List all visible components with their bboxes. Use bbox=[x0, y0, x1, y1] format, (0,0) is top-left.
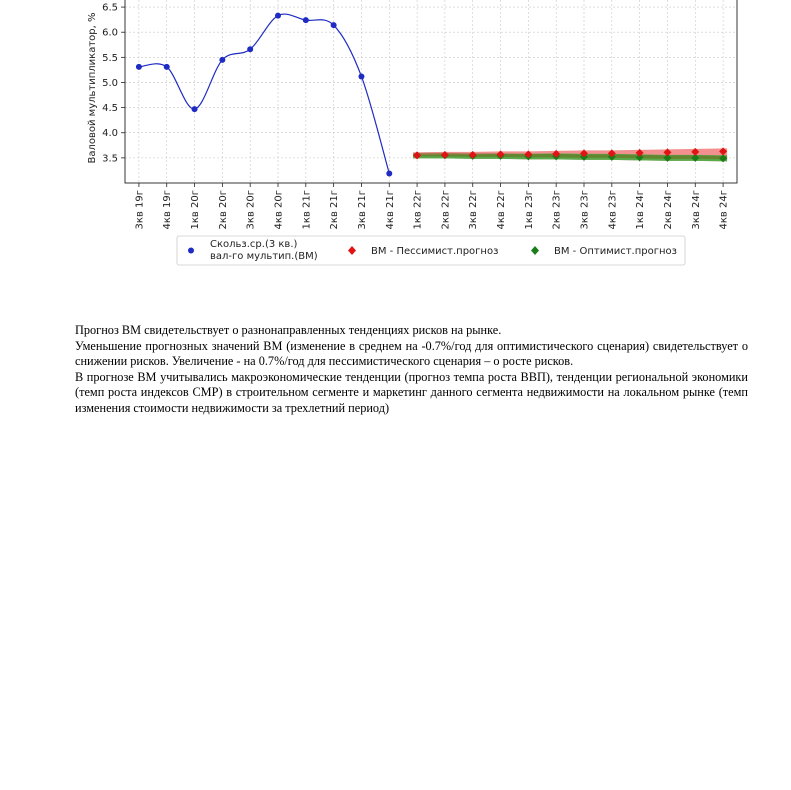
bm-point bbox=[331, 22, 337, 28]
x-tick-label: 3кв 23г bbox=[579, 190, 591, 230]
x-tick-label: 1кв 24г bbox=[635, 190, 647, 230]
x-tick-label: 1кв 21г bbox=[301, 190, 313, 230]
x-tick-label: 4кв 21г bbox=[384, 190, 396, 230]
y-tick-label: 6.0 bbox=[102, 27, 118, 39]
bm-point bbox=[136, 64, 142, 70]
y-tick-label: 4.0 bbox=[102, 128, 118, 140]
x-tick-label: 1кв 20г bbox=[190, 190, 202, 230]
notes-line-2: Уменьшение прогнозных значений ВМ (изменение в среднем на -0.7%/год для оптимистического сценария) свидетельствует о снижении рисков. Увеличение - на 0.7%/год для пессимистического сценария – о росте рисков. bbox=[75, 338, 748, 369]
y-tick-label: 5.5 bbox=[102, 52, 118, 64]
x-tick-label: 3кв 22г bbox=[468, 190, 480, 230]
x-tick-label: 4кв 20г bbox=[273, 190, 285, 230]
y-tick-label: 4.5 bbox=[102, 103, 118, 115]
y-tick-label: 5.0 bbox=[102, 77, 118, 89]
x-axis bbox=[134, 183, 729, 229]
y-tick-label: 6.5 bbox=[102, 2, 118, 14]
chart bbox=[0, 0, 791, 300]
bm-point bbox=[386, 170, 392, 176]
legend-label-line: Скольз.ср.(3 кв.) bbox=[210, 239, 298, 250]
x-tick-label: 4кв 22г bbox=[496, 189, 508, 230]
x-tick-label: 3кв 19г bbox=[134, 190, 146, 230]
y-axis bbox=[102, 3, 125, 165]
legend bbox=[177, 236, 685, 265]
x-tick-label: 3кв 24г bbox=[690, 190, 702, 230]
bm-point bbox=[358, 73, 364, 79]
x-tick-label: 2кв 20г bbox=[217, 190, 229, 230]
legend-label-pessimistic: ВМ - Пессимист.прогноз bbox=[371, 246, 499, 257]
legend-label-optimistic: ВМ - Оптимист.прогноз bbox=[554, 246, 677, 257]
bm-point bbox=[164, 64, 170, 70]
legend-marker-bm bbox=[188, 248, 194, 254]
forecast-bands bbox=[413, 148, 727, 161]
notes-text bbox=[75, 323, 748, 417]
x-tick-label: 2кв 22г bbox=[440, 190, 452, 230]
x-tick-label: 1кв 22г bbox=[412, 190, 424, 230]
x-tick-label: 4кв 23г bbox=[607, 190, 619, 230]
notes-line-1: Прогноз ВМ свидетельствует о разнонаправленных тенденциях рисков на рынке. bbox=[75, 323, 502, 337]
x-tick-label: 4кв 24г bbox=[718, 190, 730, 230]
bm-line bbox=[139, 14, 389, 173]
chart-series bbox=[136, 13, 727, 177]
x-tick-label: 2кв 23г bbox=[551, 190, 563, 230]
x-tick-label: 2кв 24г bbox=[662, 190, 674, 230]
x-tick-label: 4кв 19г bbox=[162, 190, 174, 230]
bm-point bbox=[303, 17, 309, 23]
bm-point bbox=[192, 106, 198, 112]
y-axis-label: Валовой мультипликатор, % bbox=[87, 12, 98, 164]
x-tick-label: 3кв 21г bbox=[356, 190, 368, 230]
y-tick-label: 3.5 bbox=[102, 153, 118, 165]
bm-point bbox=[219, 57, 225, 63]
legend-label-line: вал-го мультип.(ВМ) bbox=[210, 251, 318, 262]
notes-line-3: В прогнозе ВМ учитывались макроэкономические тенденции (прогноз темпа роста ВВП), тенденции региональной экономики (темп роста индексов СМР) в строительном сегменте и маркетинг данного сегмента недвижимости на локальном рынке (темп изменения стоимости недвижимости за трехлетний период) bbox=[75, 369, 748, 415]
bm-point bbox=[247, 46, 253, 52]
x-tick-label: 1кв 23г bbox=[523, 190, 535, 230]
x-tick-label: 2кв 21г bbox=[329, 190, 341, 230]
x-tick-label: 3кв 20г bbox=[245, 190, 257, 230]
bm-point bbox=[275, 13, 281, 19]
